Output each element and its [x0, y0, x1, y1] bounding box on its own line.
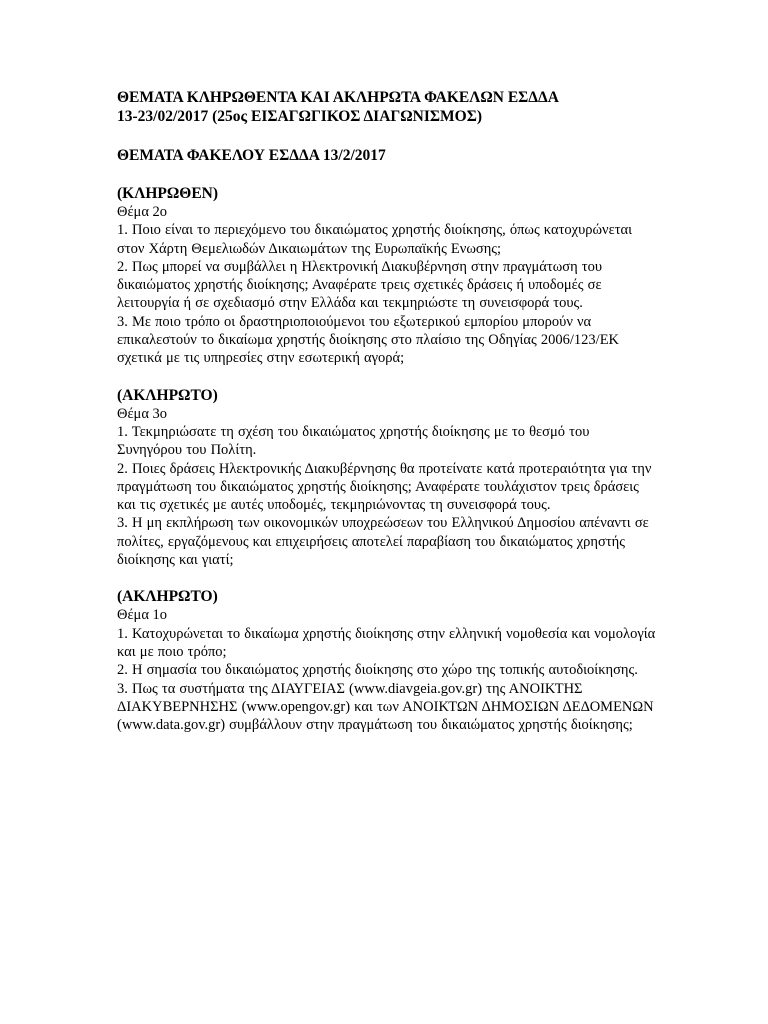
question-item: 3. Πως τα συστήματα της ΔΙΑΥΓΕΙΑΣ (www.diavgeia.gov.gr) της ΑΝΟΙΚΤΗΣ ΔΙΑΚΥΒΕΡΝΗΣΗΣ (www.opengov.gr) και των ΑΝΟΙΚΤΩΝ ΔΗΜΟΣΙΩΝ ΔΕΔΟΜΕΝΩΝ (www.data.gov.gr) συμβάλλουν στην πραγμάτωση του δικαιώματος χρηστής διοίκησης;	[117, 680, 654, 734]
section-klirothen	[117, 184, 657, 368]
question-item: 1. Τεκμηριώσατε τη σχέση του δικαιώματος χρηστής διοίκησης με το θεσμό του Συνηγόρου του Πολίτη.	[117, 423, 590, 459]
document-body	[117, 88, 657, 734]
question-item: 3. Η μη εκπλήρωση των οικονομικών υποχρεώσεων του Ελληνικού Δημοσίου απέναντι σε πολίτες, εργαζόμενους και επιχειρήσεις αποτελεί παραβίαση του δικαιώματος χρηστής διοίκησης και γιατί;	[117, 515, 649, 569]
section-akliroto-2	[117, 587, 657, 734]
document-title-line-2: 13-23/02/2017 (25ος ΕΙΣΑΓΩΓΙΚΟΣ ΔΙΑΓΩΝΙΣΜΟΣ)	[117, 108, 482, 125]
question-item: 1. Ποιο είναι το περιεχόμενο του δικαιώματος χρηστής διοίκησης, όπως κατοχυρώνεται στον Χάρτη Θεμελιωδών Δικαιωμάτων της Ευρωπαϊκής Ενωσης;	[117, 222, 633, 257]
section-topic: Θέμα 2ο	[117, 204, 168, 220]
question-item: 2. Πως μπορεί να συμβάλλει η Ηλεκτρονική Διακυβέρνηση στην πραγμάτωση του δικαιώματος χρηστής διοίκησης; Αναφέρατε τρεις σχετικές δράσεις ή υποδομές σε λειτουργία ή σε σχεδιασμό στην Ελλάδα και τεκμηριώστε τη συνεισφορά τους.	[117, 258, 603, 312]
document-subtitle: ΘΕΜΑΤΑ ΦΑΚΕΛΟΥ ΕΣΔΔΑ 13/2/2017	[117, 147, 386, 164]
section-akliroto-1	[117, 386, 657, 570]
question-item: 1. Κατοχυρώνεται το δικαίωμα χρηστής διοίκησης στην ελληνική νομοθεσία και νομολογία και με ποιο τρόπο;	[117, 625, 656, 660]
document-title-line-1: ΘΕΜΑΤΑ ΚΛΗΡΩΘΕΝΤΑ ΚΑΙ ΑΚΛΗΡΩΤΑ ΦΑΚΕΛΩΝ ΕΣΔΔΑ	[117, 89, 559, 106]
question-item: 3. Με ποιο τρόπο οι δραστηριοποιούμενοι του εξωτερικού εμπορίου μπορούν να επικαλεστούν το δικαίωμα χρηστής διοίκησης στο πλαίσιο της Οδηγίας 2006/123/ΕΚ σχετικά με τις υπηρεσίες στην εσωτερική αγορά;	[117, 313, 620, 367]
section-status: (ΚΛΗΡΩΘΕΝ)	[117, 185, 219, 202]
section-status: (ΑΚΛΗΡΩΤΟ)	[117, 386, 218, 404]
section-topic: Θέμα 1ο	[117, 607, 168, 624]
question-item: 2. Ποιες δράσεις Ηλεκτρονικής Διακυβέρνησης θα προτείνατε κατά προτεραιότητα για την πραγμάτωση του δικαιώματος χρηστής διοίκησης; Αναφέρατε τουλάχιστον τρεις δράσεις και τις σχετικές με αυτές υποδομές, τεκμηριώνοντας τη συνεισφορά τους.	[117, 460, 652, 514]
section-status: (ΑΚΛΗΡΩΤΟ)	[117, 588, 218, 606]
section-topic: Θέμα 3ο	[117, 405, 168, 422]
question-item: 2. Η σημασία του δικαιώματος χρηστής διοίκησης στο χώρο της τοπικής αυτοδιοίκησης.	[117, 662, 638, 679]
